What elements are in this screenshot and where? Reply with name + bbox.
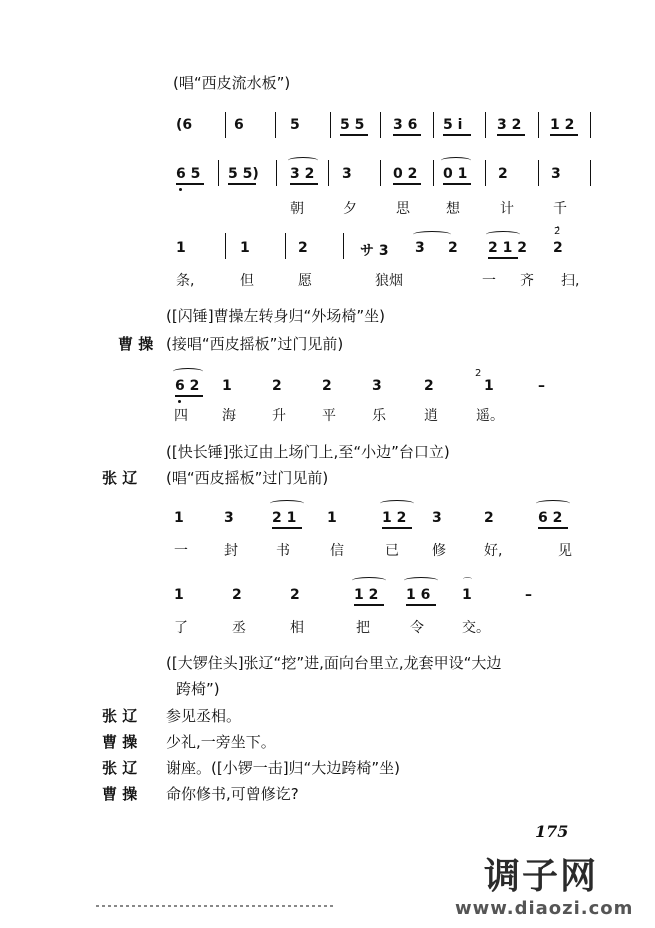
note: (6 [176,117,193,133]
lyric: 封 [224,543,238,559]
lyric: 令 [410,620,424,636]
singing-direction-zhang: (唱“西皮摇板”过门见前) [166,469,329,487]
beam [538,527,568,529]
beam [176,183,204,185]
beam [382,527,412,529]
lyric: 了 [174,620,188,636]
note: 2 [448,240,458,256]
barline [343,233,344,259]
note: サ 3 [360,243,389,259]
lyric: 狼烟 [375,273,403,289]
note: 1 6 [406,587,431,603]
slur [288,157,318,164]
low-dot [179,188,182,191]
lyric: 条, [176,273,195,289]
dialogue-line: 少礼,一旁坐下。 [166,733,276,751]
note: 2 [322,378,332,394]
beam [340,134,368,136]
lyric: 已 [385,543,399,559]
lyric: 一 [482,273,496,289]
lyric: 朝 [290,201,304,217]
watermark-logo: 调子网 [484,856,599,897]
note: 3 [224,510,234,526]
slur [380,500,414,507]
dialogue-speaker: 曹 操 [102,733,138,751]
fermata-mark: ⌒ [463,578,473,588]
note: 1 2 [354,587,379,603]
barline [330,112,331,138]
slur [441,157,471,164]
slur [413,231,451,238]
barline [285,233,286,259]
beam [354,604,384,606]
note: 1 [462,587,472,603]
lyric: 见 [558,543,572,559]
note: 3 [342,166,352,182]
dialogue-line: 命你修书,可曾修讫? [166,785,299,803]
note: 1 [174,587,184,603]
lyric: 计 [500,201,514,217]
lyric: 好, [484,543,503,559]
lyric: 书 [276,543,290,559]
slur [352,577,386,584]
note: 2 [424,378,434,394]
note: 5 5 [340,117,365,133]
note: 6 2 [175,378,200,394]
note: 1 2 [382,510,407,526]
beam [406,604,436,606]
lyric: 齐 [520,273,534,289]
barline [380,160,381,186]
beam [175,395,203,397]
lyric: 四 [174,408,188,424]
lyric: 逍 [424,408,438,424]
note: 1 [327,510,337,526]
stage-direction-4-line-1: ([大锣住头]张辽“挖”进,面向台里立,龙套甲设“大边 [166,654,502,672]
singing-direction-cao: (接唱“西皮摇板”过门见前) [166,335,344,353]
barline [538,160,539,186]
barline [590,112,591,138]
stage-direction-1: (唱“西皮流水板”) [173,74,291,92]
stage-direction-2: ([闪锤]曹操左转身归“外场椅”坐) [166,307,385,325]
dialogue-line: 参见丞相。 [166,707,242,725]
beam [393,183,421,185]
beam [290,183,318,185]
beam [272,527,302,529]
lyric: 扫, [561,273,580,289]
slur [536,500,570,507]
note: 6 [234,117,244,133]
lyric: 乐 [372,408,386,424]
beam [550,134,578,136]
note: 3 [551,166,561,182]
lyric: 交。 [462,620,490,636]
note: 3 2 [497,117,522,133]
note: 2 [484,510,494,526]
barline [218,160,219,186]
barline [225,233,226,259]
note: 2 1 2 [488,240,527,256]
note: – [538,378,545,394]
slur [270,500,304,507]
stage-direction-4-line-2: 跨椅”) [176,680,220,698]
watermark-url: www.diaozi.com [455,898,634,919]
lyric: 把 [356,620,370,636]
note: 1 [174,510,184,526]
low-dot [178,400,181,403]
note: 2 [272,378,282,394]
lyric: 修 [432,543,446,559]
beam [488,257,518,259]
lyric: 信 [330,543,344,559]
beam [443,183,471,185]
beam [228,183,256,185]
note: 1 [222,378,232,394]
lyric: 但 [240,273,254,289]
note: 3 [372,378,382,394]
note: – [525,587,532,603]
lyric: 丞 [232,620,246,636]
lyric: 相 [290,620,304,636]
beam [443,134,471,136]
barline [485,112,486,138]
note: 2 [553,240,563,256]
lyric: 思 [396,201,410,217]
barline [275,112,276,138]
dialogue-speaker: 张 辽 [102,759,138,777]
note: 0 1 [443,166,468,182]
slur [486,231,520,238]
lyric: 一 [174,543,188,559]
page-number: 175 [535,822,569,841]
note: 2 [498,166,508,182]
note: 3 [432,510,442,526]
note: 6 2 [538,510,563,526]
note: 1 [240,240,250,256]
scan-artifact [96,905,336,907]
stage-direction-3: ([快长锤]张辽由上场门上,至“小边”台口立) [166,443,450,461]
barline [380,112,381,138]
lyric: 升 [272,408,286,424]
lyric: 想 [446,201,460,217]
lyric: 海 [222,408,236,424]
slur [173,368,203,375]
note: 0 2 [393,166,418,182]
note: 5 i [443,117,463,133]
note: 2 1 [272,510,297,526]
note: 3 6 [393,117,418,133]
note: 1 2 [550,117,575,133]
note: 3 2 [290,166,315,182]
barline [276,160,277,186]
speaker-zhang-liao: 张 辽 [102,469,138,487]
slur [404,577,438,584]
barline [433,112,434,138]
grace-note: 2̂ [554,226,561,237]
barline [433,160,434,186]
beam [497,134,525,136]
barline [590,160,591,186]
lyric: 平 [322,408,336,424]
note: 3 [415,240,425,256]
dialogue-speaker: 张 辽 [102,707,138,725]
note: 1 [176,240,186,256]
note: 6 5 [176,166,201,182]
dialogue-speaker: 曹 操 [102,785,138,803]
barline [225,112,226,138]
speaker-cao-cao: 曹 操 [118,335,154,353]
note: 2 [298,240,308,256]
lyric: 夕 [343,201,357,217]
grace-note: 2 [475,368,482,379]
note: 1 [484,378,494,394]
lyric: 千 [553,201,567,217]
note: 2 [290,587,300,603]
barline [485,160,486,186]
barline [328,160,329,186]
beam [393,134,421,136]
lyric: 遥。 [476,408,504,424]
dialogue-line: 谢座。([小锣一击]归“大边跨椅”坐) [166,759,400,777]
lyric: 愿 [298,273,312,289]
barline [538,112,539,138]
note: 2 [232,587,242,603]
note: 5 5) [228,166,259,182]
note: 5 [290,117,300,133]
